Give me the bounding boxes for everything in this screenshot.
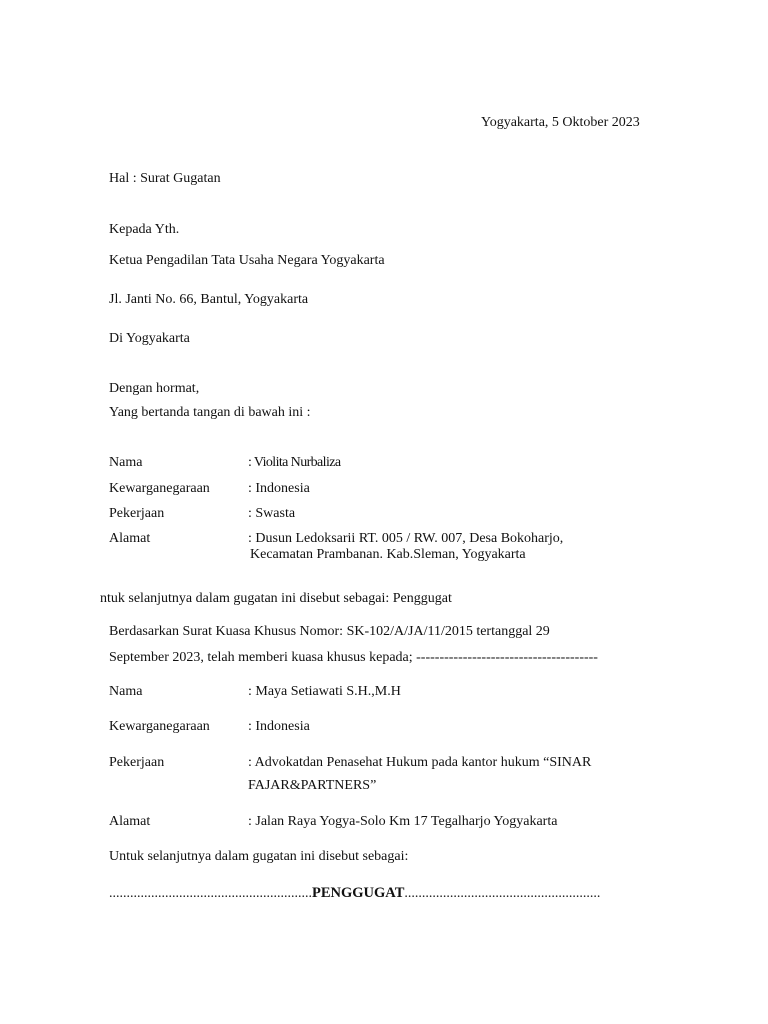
attorney-address-value: : Jalan Raya Yogya-Solo Km 17 Tegalharjo Yogyakarta <box>248 814 558 829</box>
plaintiff-name-value: : Violita Nurbaliza <box>248 455 341 470</box>
plaintiff-name-label: Nama <box>109 455 143 470</box>
plaintiff-citizenship-value: : Indonesia <box>248 481 310 496</box>
closing-line: Untuk selanjutnya dalam gugatan ini disebut sebagai: <box>109 849 409 864</box>
recipient-address: Jl. Janti No. 66, Bantul, Yogyakarta <box>109 292 309 307</box>
plaintiff-occupation-label: Pekerjaan <box>109 506 165 521</box>
power-of-attorney-line1: Berdasarkan Surat Kuasa Khusus Nomor: SK-102/A/JA/11/2015 tertanggal 29 <box>109 624 550 639</box>
penggugat-designation-line <box>109 884 600 903</box>
attorney-citizenship-value: : Indonesia <box>248 719 310 734</box>
attorney-name-value: : Maya Setiawati S.H.,M.H <box>248 684 401 699</box>
dots-left: .......................................................... <box>109 886 312 901</box>
penggugat-label: PENGGUGAT <box>312 885 405 901</box>
plaintiff-occupation-value: : Swasta <box>248 506 296 521</box>
attorney-citizenship-label: Kewarganegaraan <box>109 719 210 734</box>
dots-right: ........................................................ <box>404 886 601 901</box>
salutation: Dengan hormat, <box>109 381 200 396</box>
attorney-address-label: Alamat <box>109 814 151 829</box>
letter-date: Yogyakarta, 5 Oktober 2023 <box>481 115 640 130</box>
attorney-occupation-label: Pekerjaan <box>109 755 165 770</box>
attorney-occupation-line1: : Advokatdan Penasehat Hukum pada kantor hukum “SINAR <box>248 755 592 770</box>
plaintiff-designation: ntuk selanjutnya dalam gugatan ini disebut sebagai: Penggugat <box>100 591 452 606</box>
recipient-city: Di Yogyakarta <box>109 331 190 346</box>
recipient-greeting: Kepada Yth. <box>109 222 180 237</box>
attorney-name-label: Nama <box>109 684 143 699</box>
plaintiff-citizenship-label: Kewarganegaraan <box>109 481 210 496</box>
letter-subject: Hal : Surat Gugatan <box>109 171 221 186</box>
intro-text: Yang bertanda tangan di bawah ini : <box>109 405 311 420</box>
plaintiff-address-line2: Kecamatan Prambanan. Kab.Sleman, Yogyakarta <box>250 547 526 562</box>
attorney-occupation-line2: FAJAR&PARTNERS” <box>248 778 377 793</box>
plaintiff-address-line1: : Dusun Ledoksarii RT. 005 / RW. 007, Desa Bokoharjo, <box>248 531 564 546</box>
plaintiff-address-label: Alamat <box>109 531 151 546</box>
power-of-attorney-line2: September 2023, telah memberi kuasa khusus kepada; --------------------------------------- <box>109 650 598 665</box>
recipient-name: Ketua Pengadilan Tata Usaha Negara Yogyakarta <box>109 253 385 268</box>
